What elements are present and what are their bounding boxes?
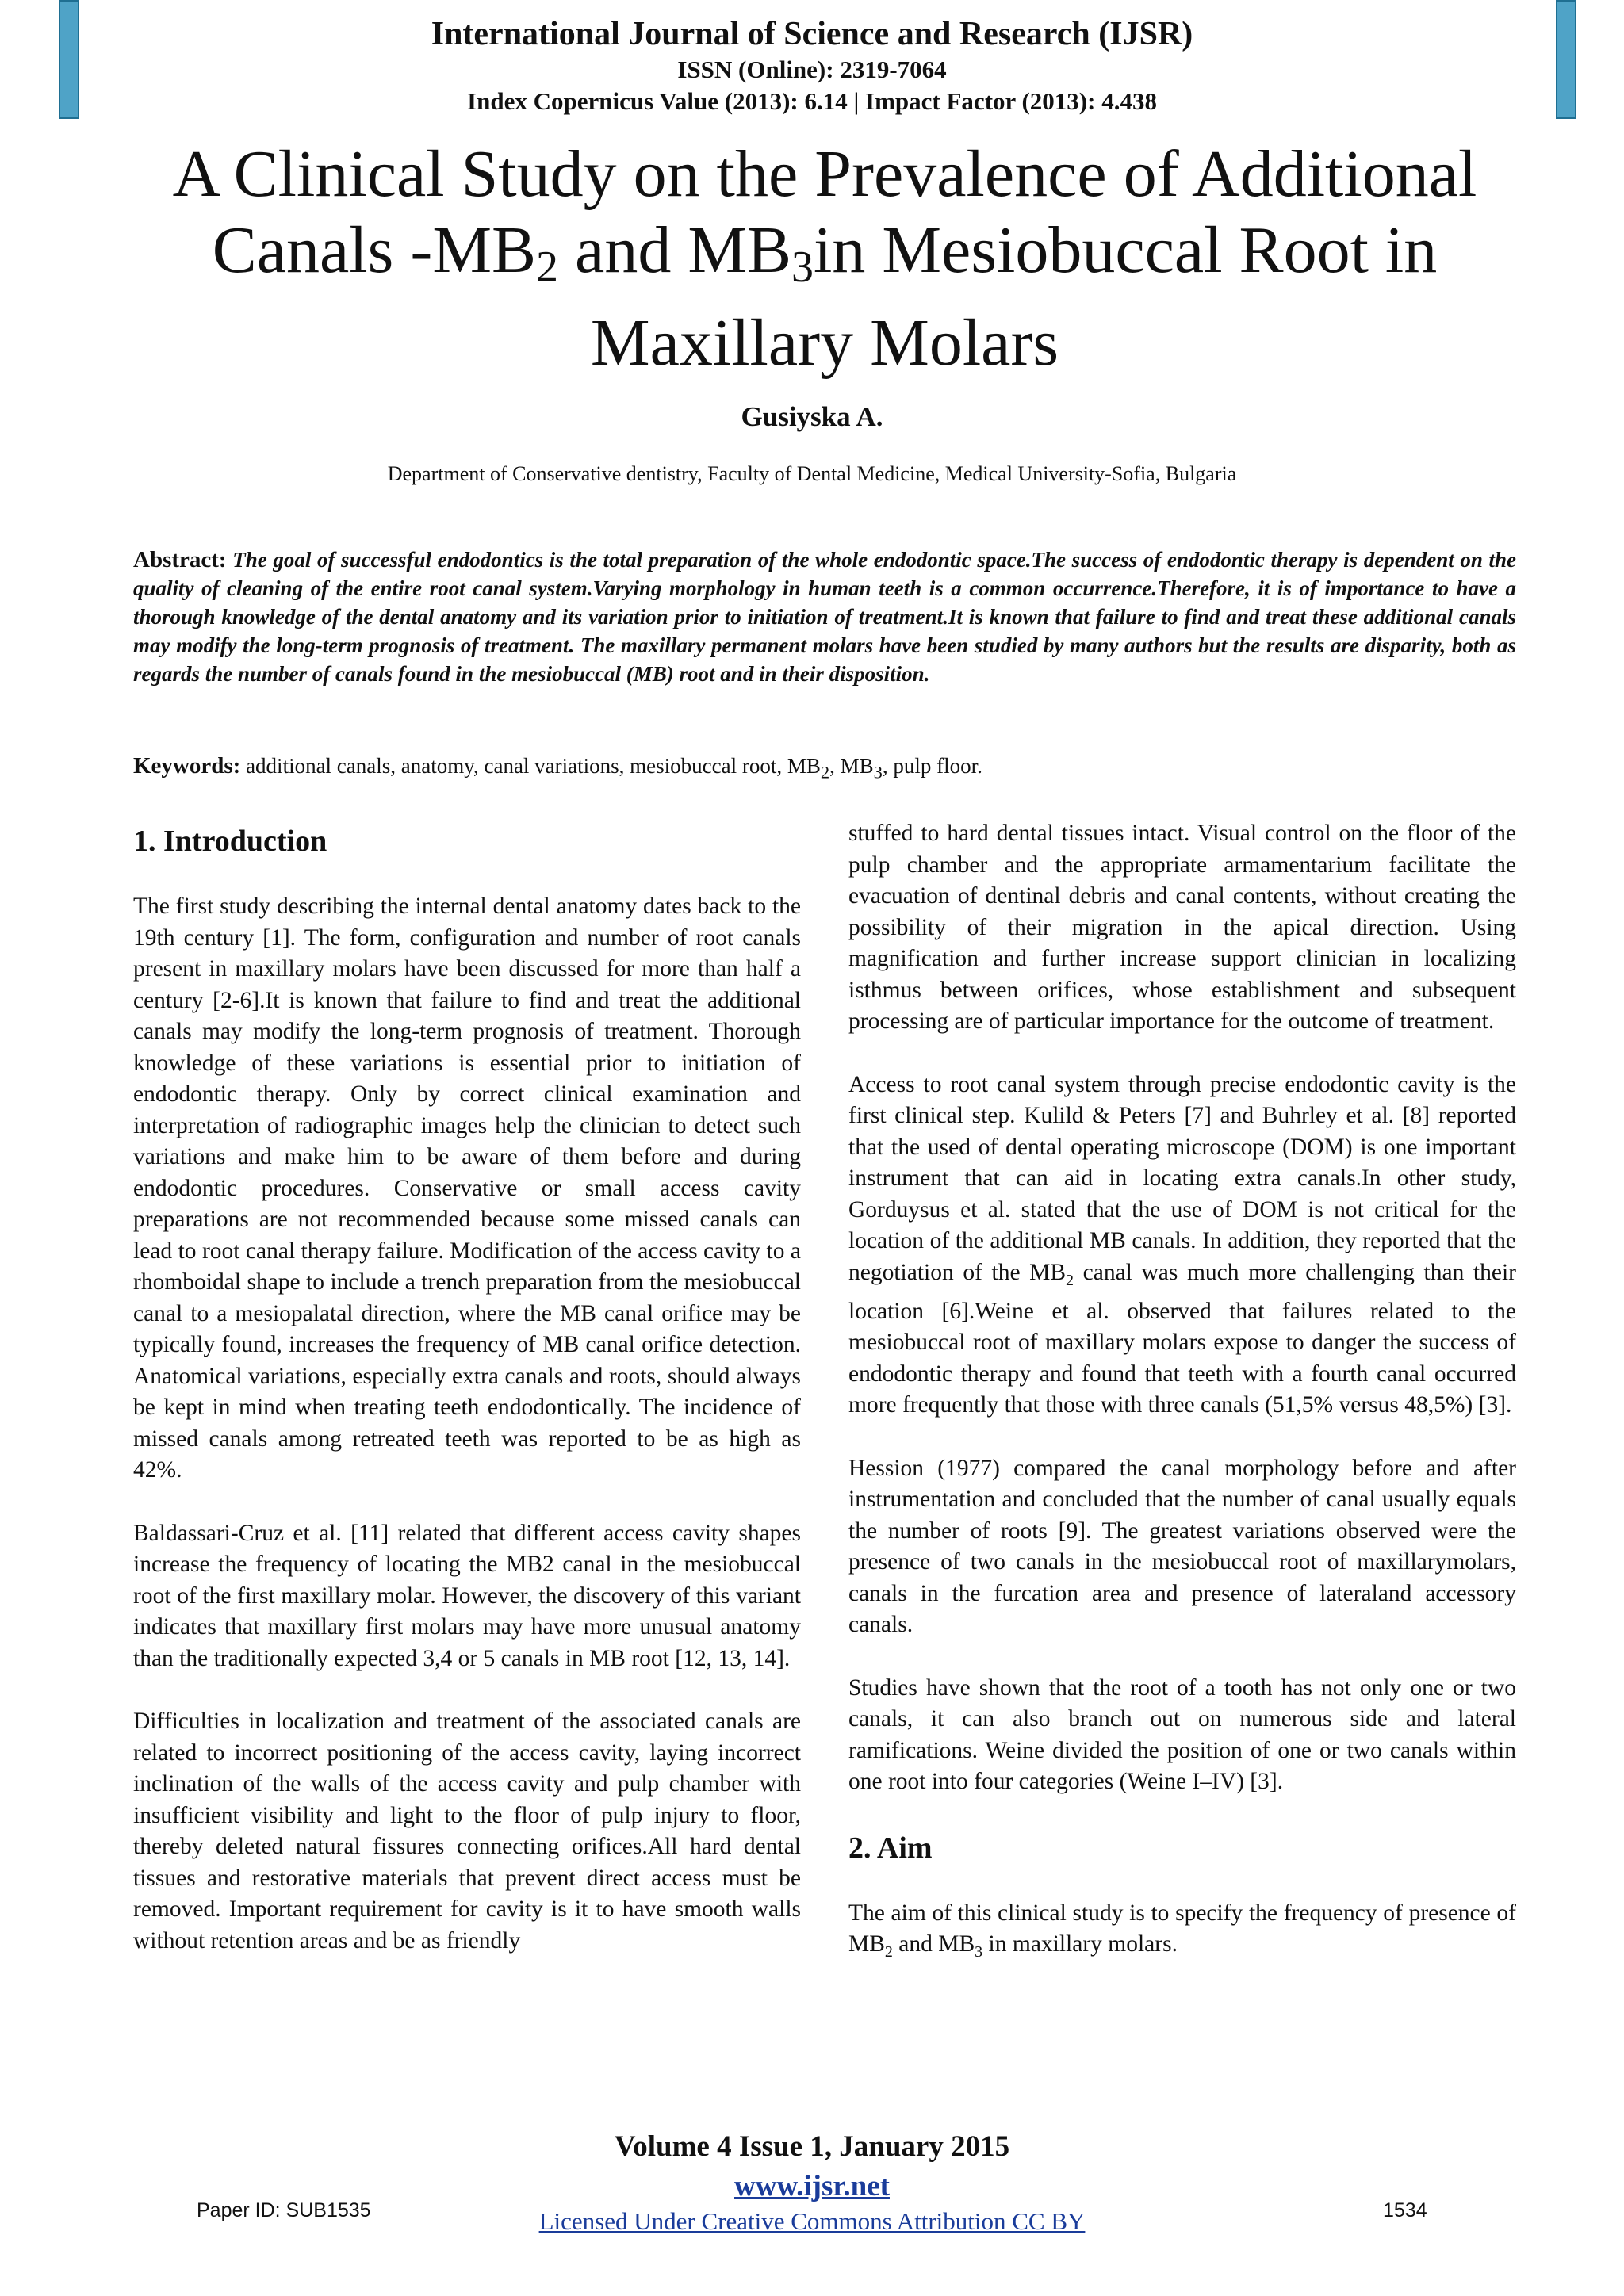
aim-part-b: and MB [892, 1931, 975, 1957]
aim-heading: 2. Aim [848, 1831, 933, 1865]
title-part1: A Clinical Study on the Prevalence of Additional Canals -MB [172, 137, 1477, 287]
keywords-sub2: 3 [873, 762, 883, 783]
introduction-heading: 1. Introduction [133, 825, 327, 858]
title-sub1: 2 [536, 243, 559, 292]
keywords-text1: additional canals, anatomy, canal variations, mesiobuccal root, MB [246, 754, 821, 778]
affiliation: Department of Conservative dentistry, Faculty of Dental Medicine, Medical University-Sofia, Bulgaria [387, 462, 1237, 485]
volume-info: Volume 4 Issue 1, January 2015 [614, 2130, 1010, 2163]
keywords-sub1: 2 [820, 762, 830, 783]
keywords-text3: , pulp floor. [882, 754, 982, 778]
keywords-label: Keywords: [133, 753, 241, 779]
intro-paragraph-1: The first study describing the internal dental anatomy dates back to the 19th century [1]. The form, configuration and number of root canals present in maxillary molars have been discussed for more than half a century [2-6].It is known that failure to find and treat the additional canals may modify the long-term prognosis of treatment. Thorough knowledge of these variations is essential prior to initiation of endodontic therapy. Only by correct clinical examination and interpretation of radiographic images help the clinician to detect such variations and make him to be aware of them before and during endodontic procedures. Conservative or small access cavity preparations are not recommended because some missed canals can lead to root canal therapy failure. Modification of the access cavity to a rhomboidal shape to include a trench preparation from the mesiobuccal canal to a mesiopalatal direction, where the MB canal orifice may be typically found, increases the frequency of MB canal orifice detection. Anatomical variations, especially extra canals and roots, should always be kept in mind when treating teeth endodontically. The incidence of missed canals among retreated teeth was reported to be as high as 42%. [133, 894, 801, 1483]
abstract [133, 545, 1516, 688]
paper-title [111, 136, 1538, 381]
title-part2: and MB [558, 213, 792, 287]
right-paragraph-3: Hession (1977) compared the canal morphology before and after instrumentation and concluded that the number of canal usually equals the number of roots [9]. The greatest variations observed were the presence of two canals in the mesiobuccal root of maxillarymolars, canals in the furcation area and presence of lateraland accessory canals. [848, 1455, 1516, 1638]
aim-paragraph [848, 1898, 1516, 1969]
aim-sub1: 2 [884, 1943, 893, 1961]
right-paragraph-2 [848, 1070, 1516, 1422]
keywords [133, 752, 1516, 786]
author: Gusiyska A. [741, 401, 883, 432]
right-paragraph-1: stuffed to hard dental tissues intact. Visual control on the floor of the pulp chamber and the appropriate armamentarium facilitate the evacuation of dentinal debris and canal contents, without creating the possibility of their migration in the apical direction. Using magnification and further increase support clinician in localizing isthmus between orifices, whose establishment and subsequent processing are of particular importance for the outcome of treatment. [848, 821, 1516, 1034]
license-link[interactable]: Licensed Under Creative Commons Attribution CC BY [538, 2207, 1086, 2235]
journal-name: International Journal of Science and Research (IJSR) [431, 16, 1193, 52]
aim-sub2: 3 [975, 1943, 983, 1961]
left-column [133, 818, 801, 1988]
aim-part-a: The aim of this clinical study is to specify the frequency of presence of MB [848, 1900, 1516, 1957]
right-column [848, 818, 1516, 2000]
website-link[interactable]: www.ijsr.net [734, 2170, 890, 2202]
page-number: 1534 [1383, 2199, 1427, 2221]
journal-header [0, 14, 1624, 117]
journal-index: Index Copernicus Value (2013): 6.14 | Impact Factor (2013): 4.438 [467, 87, 1157, 115]
journal-issn: ISSN (Online): 2319-7064 [677, 55, 947, 83]
right-p2-part-a: Access to root canal system through precise endodontic cavity is the first clinical step. Kulild & Peters [7] and Buhrley et al. [8] reported that the used of dental operating microscope (DOM) is one important instrument that can aid in locating extra canals.In other study, Gorduysus et al. stated that the use of DOM is not critical for the location of the additional MB canals. In addition, they reported that the negotiation of the MB [848, 1071, 1516, 1285]
abstract-text: The goal of successful endodontics is the total preparation of the whole endodontic space.The success of endodontic therapy is dependent on the quality of cleaning of the entire root canal system.Varying morphology in human teeth is a common occurrence.Therefore, it is of importance to have a thorough knowledge of the dental anatomy and its variation prior to initiation of treatment.It is known that failure to find and treat these additional canals may modify the long-term prognosis of treatment. The maxillary permanent molars have been studied by many authors but the results are disparity, both as regards the number of canals found in the mesiobuccal (MB) root and in their disposition. [133, 548, 1516, 686]
paper-id: Paper ID: SUB1535 [197, 2199, 371, 2221]
keywords-text2: , MB [829, 754, 874, 778]
title-part3: in Mesiobuccal Root in Maxillary Molars [590, 213, 1438, 380]
intro-paragraph-3: Difficulties in localization and treatment of the associated canals are related to incorrect positioning of the access cavity, laying incorrect inclination of the walls of the access cavity and pulp chamber with insufficient visibility and light to the floor of pulp injury to floor, thereby deleted natural fissures connecting orifices.All hard dental tissues and restorative materials that prevent direct access must be removed. Important requirement for cavity is it to have smooth walls without retention areas and be as friendly [133, 1709, 801, 1954]
abstract-label: Abstract: [133, 547, 227, 572]
title-sub2: 3 [791, 243, 814, 292]
right-p2-sub: 2 [1066, 1271, 1074, 1289]
right-paragraph-4: Studies have shown that the root of a tooth has not only one or two canals, it can also branch out on numerous side and lateral ramifications. Weine divided the position of one or two canals within one root into four categories (Weine I–IV) [3]. [848, 1674, 1516, 1795]
aim-part-c: in maxillary molars. [982, 1931, 1178, 1957]
right-p2-part-b: canal was much more challenging than their location [6].Weine et al. observed that failures related to the mesiobuccal root of maxillary molars expose to danger the success of endodontic therapy and found that teeth with a fourth canal occurred more frequently that those with three canals (51,5% versus 48,5%) [3]. [848, 1259, 1516, 1418]
intro-paragraph-2: Baldassari-Cruz et al. [11] related that different access cavity shapes increase the frequency of locating the MB2 canal in the mesiobuccal root of the first maxillary molar. However, the discovery of this variant indicates that maxillary first molars may have more unusual anatomy than the traditionally expected 3,4 or 5 canals in MB root [12, 13, 14]. [133, 1520, 801, 1671]
